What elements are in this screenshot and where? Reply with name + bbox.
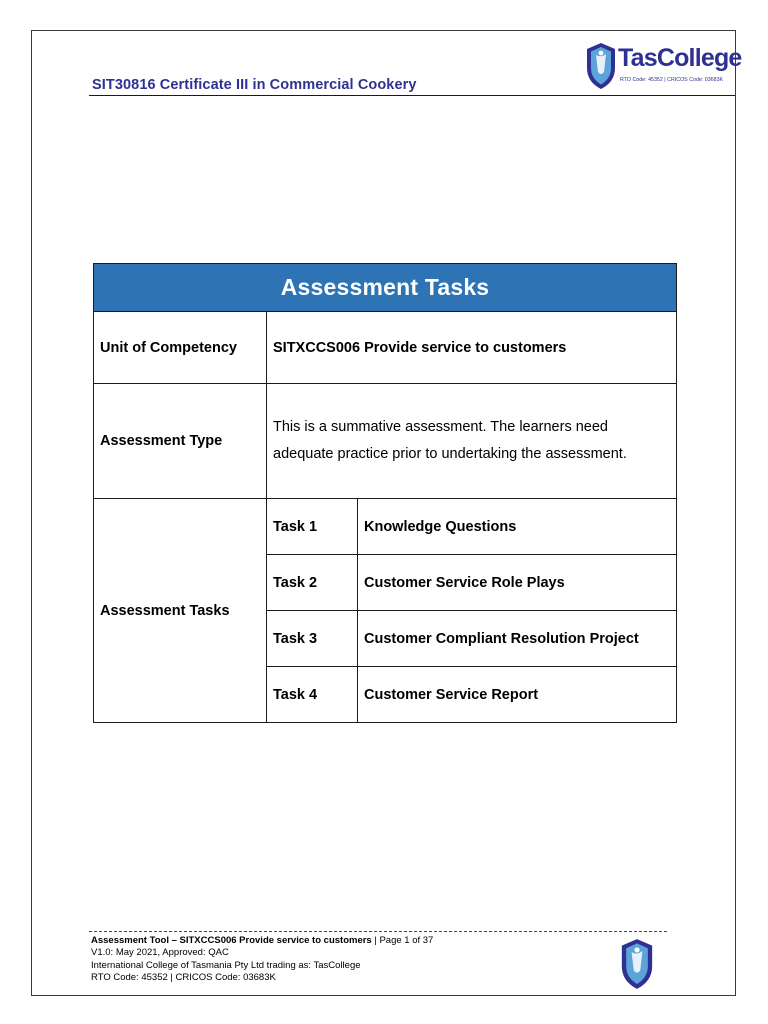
task-name: Customer Service Report [358, 667, 677, 723]
footer-codes: RTO Code: 45352 | CRICOS Code: 03683K [91, 971, 276, 983]
task-number: Task 3 [267, 611, 358, 667]
task-name: Knowledge Questions [358, 499, 677, 555]
footer-line-1 [91, 935, 433, 947]
unit-value: SITXCCS006 Provide service to customers [267, 312, 677, 384]
logo-brand-text: TasCollege [618, 44, 742, 72]
footer-tool: Assessment Tool – SITXCCS006 Provide service to customers [91, 935, 372, 946]
table-title: Assessment Tasks [94, 264, 677, 312]
tascollege-logo [584, 40, 742, 92]
header-title: SIT30816 Certificate III in Commercial Cookery [92, 77, 417, 93]
footer-version: V1.0: May 2021, Approved: QAC [91, 947, 229, 959]
logo-codes: RTO Code: 45352 | CRICOS Code: 03683K [620, 77, 724, 83]
footer-org: International College of Tasmania Pty Ltd trading as: TasCollege [91, 959, 361, 971]
task-name: Customer Compliant Resolution Project [358, 611, 677, 667]
unit-label: Unit of Competency [94, 312, 267, 384]
header-rule [89, 95, 735, 96]
footer-shield-icon [615, 938, 659, 990]
footer [91, 935, 433, 984]
task-number: Task 4 [267, 667, 358, 723]
tasks-label: Assessment Tasks [94, 499, 267, 723]
footer-page: | Page 1 of 37 [371, 935, 434, 946]
type-value: This is a summative assessment. The learners need adequate practice prior to undertaking the assessment. [267, 384, 677, 499]
task-name: Customer Service Role Plays [358, 555, 677, 611]
task-number: Task 2 [267, 555, 358, 611]
shield-logo-icon [584, 42, 618, 90]
assessment-table [93, 263, 677, 723]
type-label: Assessment Type [94, 384, 267, 499]
footer-rule [89, 931, 667, 932]
task-number: Task 1 [267, 499, 358, 555]
